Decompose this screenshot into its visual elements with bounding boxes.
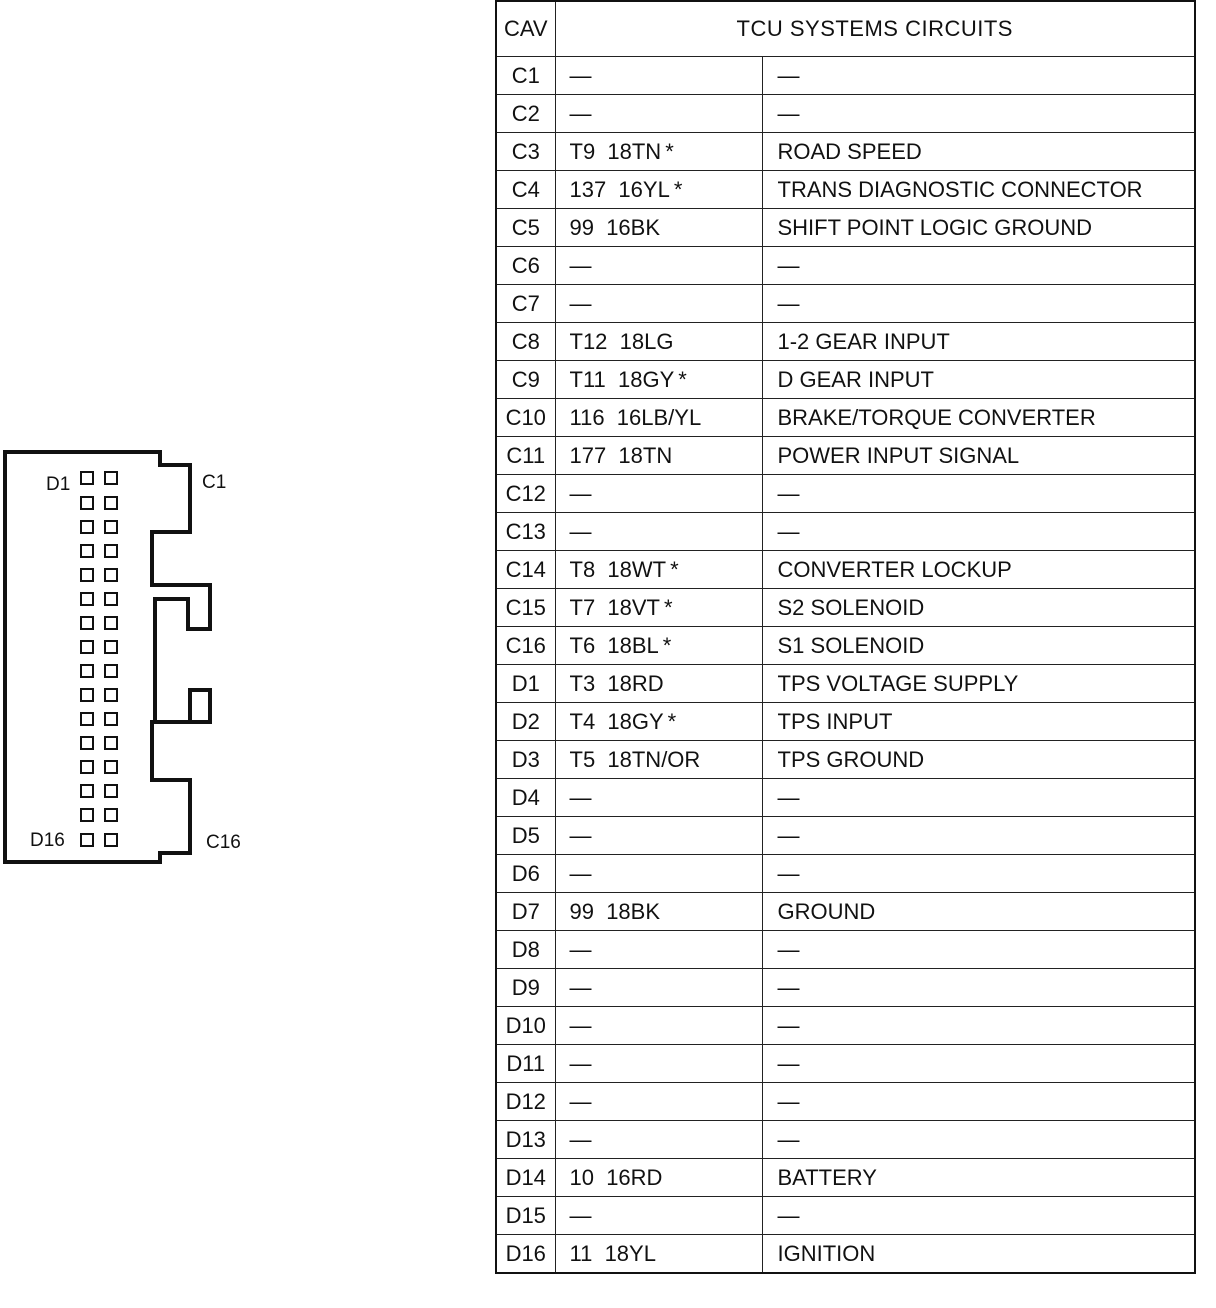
header-cav: CAV: [496, 1, 555, 57]
star-marker: *: [667, 708, 677, 734]
wire-code: —: [569, 784, 592, 810]
cell-wire: [555, 361, 762, 399]
cell-cav: C4: [496, 171, 555, 209]
wire-code: 99 16BK: [569, 214, 661, 240]
table-row: [496, 361, 1195, 399]
cell-function: —: [762, 1045, 1195, 1083]
connector-diagram: [0, 440, 260, 880]
table-row: [496, 627, 1195, 665]
table-row: [496, 1235, 1195, 1274]
table-row: [496, 95, 1195, 133]
table-row: [496, 475, 1195, 513]
pin-cavity: [81, 569, 93, 581]
wire-code: 137 16YL: [569, 176, 670, 202]
pin-cavity: [105, 834, 117, 846]
cell-cav: D9: [496, 969, 555, 1007]
wire-code: —: [569, 860, 592, 886]
pin-cavity: [105, 641, 117, 653]
cell-function: —: [762, 779, 1195, 817]
pin-cavity: [81, 713, 93, 725]
cell-wire: [555, 1235, 762, 1274]
cell-function: —: [762, 1121, 1195, 1159]
wire-code: —: [569, 480, 592, 506]
table-header-row: [496, 1, 1195, 57]
cell-function: —: [762, 57, 1195, 95]
wire-code: T9 18TN: [569, 138, 662, 164]
cell-function: BATTERY: [762, 1159, 1195, 1197]
cell-wire: [555, 627, 762, 665]
cell-cav: C6: [496, 247, 555, 285]
cell-wire: [555, 1007, 762, 1045]
wire-code: —: [569, 1088, 592, 1114]
star-marker: *: [678, 366, 687, 392]
cell-wire: [555, 589, 762, 627]
cell-function: —: [762, 1197, 1195, 1235]
connector-housing: [5, 452, 210, 862]
cell-function: —: [762, 95, 1195, 133]
table-row: [496, 703, 1195, 741]
label-c16: C16: [206, 832, 241, 853]
wire-code: T12 18LG: [569, 328, 674, 354]
cell-wire: [555, 399, 762, 437]
table-row: [496, 1197, 1195, 1235]
wire-code: 11 18YL: [569, 1240, 656, 1266]
pin-cavity: [105, 593, 117, 605]
pin-cavity: [105, 689, 117, 701]
pin-cavity: [105, 569, 117, 581]
wire-code: T7 18VT: [569, 594, 660, 620]
table-row: [496, 513, 1195, 551]
cell-function: D GEAR INPUT: [762, 361, 1195, 399]
cell-function: —: [762, 1007, 1195, 1045]
pin-cavity: [81, 497, 93, 509]
cell-wire: [555, 513, 762, 551]
cell-wire: [555, 969, 762, 1007]
pin-cavity: [105, 497, 117, 509]
cell-cav: C1: [496, 57, 555, 95]
pin-cavity: [81, 665, 93, 677]
cell-function: —: [762, 855, 1195, 893]
cell-wire: [555, 285, 762, 323]
cell-function: GROUND: [762, 893, 1195, 931]
cell-function: —: [762, 931, 1195, 969]
cell-wire: [555, 1159, 762, 1197]
cell-cav: C14: [496, 551, 555, 589]
pin-cavity: [105, 545, 117, 557]
table-row: [496, 893, 1195, 931]
wire-code: —: [569, 518, 592, 544]
table-row: [496, 817, 1195, 855]
cell-wire: [555, 437, 762, 475]
table-row: [496, 1045, 1195, 1083]
wire-code: —: [569, 252, 592, 278]
wire-code: T8 18WT: [569, 556, 667, 582]
cell-cav: C11: [496, 437, 555, 475]
cell-function: TRANS DIAGNOSTIC CONNECTOR: [762, 171, 1195, 209]
cell-cav: C9: [496, 361, 555, 399]
pin-cavity: [81, 785, 93, 797]
cell-function: —: [762, 513, 1195, 551]
cell-cav: C10: [496, 399, 555, 437]
cell-wire: [555, 247, 762, 285]
wire-code: —: [569, 1202, 592, 1228]
wire-code: —: [569, 62, 592, 88]
cell-wire: [555, 665, 762, 703]
cell-wire: [555, 1197, 762, 1235]
cell-wire: [555, 95, 762, 133]
cell-wire: [555, 57, 762, 95]
wire-code: 99 18BK: [569, 898, 661, 924]
pin-cavity: [105, 785, 117, 797]
table-row: [496, 323, 1195, 361]
cell-wire: [555, 551, 762, 589]
cell-cav: D7: [496, 893, 555, 931]
wire-code: —: [569, 290, 592, 316]
cell-cav: D15: [496, 1197, 555, 1235]
star-marker: *: [673, 176, 683, 202]
table-row: [496, 969, 1195, 1007]
star-marker: *: [662, 632, 672, 658]
pin-cavity: [105, 713, 117, 725]
label-d1: D1: [46, 474, 71, 495]
cell-function: 1-2 GEAR INPUT: [762, 323, 1195, 361]
cell-function: —: [762, 969, 1195, 1007]
cell-cav: C8: [496, 323, 555, 361]
cell-function: TPS INPUT: [762, 703, 1195, 741]
cell-cav: C5: [496, 209, 555, 247]
wire-code: —: [569, 1012, 592, 1038]
star-marker: *: [663, 594, 673, 620]
pin-grid: [81, 472, 117, 846]
table-row: [496, 1083, 1195, 1121]
pin-cavity: [105, 472, 117, 484]
cell-wire: [555, 209, 762, 247]
table-row: [496, 1159, 1195, 1197]
cell-function: CONVERTER LOCKUP: [762, 551, 1195, 589]
wire-code: T11 18GY: [569, 366, 675, 392]
cell-cav: D11: [496, 1045, 555, 1083]
pin-cavity: [105, 665, 117, 677]
cell-cav: D5: [496, 817, 555, 855]
wire-code: T3 18RD: [569, 670, 664, 696]
pin-cavity: [81, 472, 93, 484]
cell-function: —: [762, 247, 1195, 285]
wire-code: —: [569, 1050, 592, 1076]
table-row: [496, 1007, 1195, 1045]
table-body: [496, 57, 1195, 1274]
cell-function: —: [762, 817, 1195, 855]
wire-code: —: [569, 822, 592, 848]
cell-wire: [555, 703, 762, 741]
pin-cavity: [81, 617, 93, 629]
star-marker: *: [670, 556, 679, 582]
table-row: [496, 779, 1195, 817]
pin-cavity: [81, 809, 93, 821]
table-row: [496, 399, 1195, 437]
cell-wire: [555, 855, 762, 893]
pin-cavity: [81, 593, 93, 605]
cell-function: —: [762, 285, 1195, 323]
pin-cavity: [81, 834, 93, 846]
cell-cav: D2: [496, 703, 555, 741]
cell-cav: C2: [496, 95, 555, 133]
cell-cav: C7: [496, 285, 555, 323]
pin-cavity: [105, 617, 117, 629]
pin-cavity: [81, 641, 93, 653]
cell-function: SHIFT POINT LOGIC GROUND: [762, 209, 1195, 247]
pin-cavity: [105, 761, 117, 773]
cell-cav: D16: [496, 1235, 555, 1274]
pin-cavity: [81, 545, 93, 557]
pin-cavity: [105, 809, 117, 821]
pin-cavity: [105, 737, 117, 749]
cell-cav: D13: [496, 1121, 555, 1159]
cell-wire: [555, 931, 762, 969]
cell-cav: C16: [496, 627, 555, 665]
wire-code: 10 16RD: [569, 1164, 663, 1190]
cell-cav: D1: [496, 665, 555, 703]
cell-wire: [555, 817, 762, 855]
cell-wire: [555, 779, 762, 817]
table-row: [496, 57, 1195, 95]
cell-wire: [555, 1045, 762, 1083]
pin-cavity: [81, 689, 93, 701]
table-row: [496, 551, 1195, 589]
wire-code: T5 18TN/OR: [569, 746, 701, 772]
pin-cavity: [105, 521, 117, 533]
cell-function: —: [762, 475, 1195, 513]
cell-function: IGNITION: [762, 1235, 1195, 1274]
cell-cav: D3: [496, 741, 555, 779]
table-row: [496, 247, 1195, 285]
table-row: [496, 285, 1195, 323]
table-row: [496, 931, 1195, 969]
cell-wire: [555, 741, 762, 779]
table-row: [496, 437, 1195, 475]
cell-function: ROAD SPEED: [762, 133, 1195, 171]
wire-code: —: [569, 1126, 592, 1152]
wire-code: 177 18TN: [569, 442, 673, 468]
cell-wire: [555, 171, 762, 209]
wire-code: T4 18GY: [569, 708, 664, 734]
cell-function: TPS VOLTAGE SUPPLY: [762, 665, 1195, 703]
wire-code: T6 18BL: [569, 632, 659, 658]
cell-function: POWER INPUT SIGNAL: [762, 437, 1195, 475]
cell-cav: D4: [496, 779, 555, 817]
cell-cav: C12: [496, 475, 555, 513]
cell-function: TPS GROUND: [762, 741, 1195, 779]
wire-code: —: [569, 100, 592, 126]
cell-wire: [555, 323, 762, 361]
table-row: [496, 665, 1195, 703]
cell-cav: D12: [496, 1083, 555, 1121]
circuit-table: [495, 0, 1196, 1274]
wire-code: —: [569, 974, 592, 1000]
cell-function: BRAKE/TORQUE CONVERTER: [762, 399, 1195, 437]
pin-cavity: [81, 761, 93, 773]
cell-cav: C13: [496, 513, 555, 551]
table-row: [496, 133, 1195, 171]
table-row: [496, 171, 1195, 209]
table-row: [496, 589, 1195, 627]
cell-wire: [555, 1121, 762, 1159]
table-row: [496, 741, 1195, 779]
cell-cav: C3: [496, 133, 555, 171]
table-row: [496, 1121, 1195, 1159]
cell-function: —: [762, 1083, 1195, 1121]
pin-cavity: [81, 521, 93, 533]
table-row: [496, 855, 1195, 893]
cell-wire: [555, 133, 762, 171]
label-d16: D16: [30, 830, 65, 851]
cell-function: S1 SOLENOID: [762, 627, 1195, 665]
cell-wire: [555, 1083, 762, 1121]
pin-cavity: [81, 737, 93, 749]
cell-wire: [555, 893, 762, 931]
cell-cav: D14: [496, 1159, 555, 1197]
cell-cav: C15: [496, 589, 555, 627]
table-row: [496, 209, 1195, 247]
header-title: TCU SYSTEMS CIRCUITS: [555, 1, 1195, 57]
cell-wire: [555, 475, 762, 513]
wire-code: —: [569, 936, 592, 962]
cell-cav: D6: [496, 855, 555, 893]
cell-function: S2 SOLENOID: [762, 589, 1195, 627]
cell-cav: D10: [496, 1007, 555, 1045]
label-c1: C1: [202, 472, 227, 493]
star-marker: *: [665, 138, 674, 164]
wire-code: 116 16LB/YL: [569, 404, 702, 430]
cell-cav: D8: [496, 931, 555, 969]
